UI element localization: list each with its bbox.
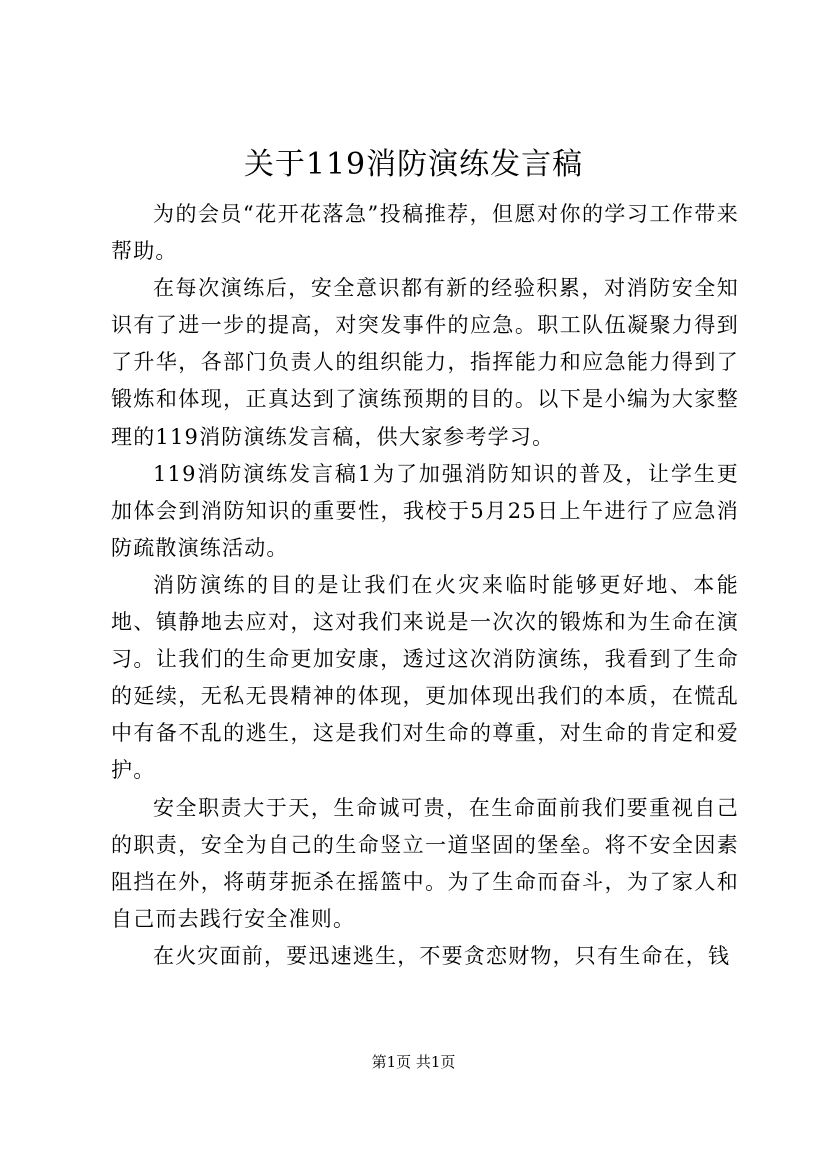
document-body — [111, 196, 739, 975]
paragraph-2: 在每次演练后，安全意识都有新的经验积累，对消防安全知识有了进一步的提高，对突发事件的应急。职工队伍凝聚力得到了升华，各部门负责人的组织能力，指挥能力和应急能力得到了锻炼和体现，正真达到了演练预期的目的。以下是小编为大家整理的119消防演练发言稿，供大家参考学习。 — [111, 276, 739, 449]
paragraph-6: 在火灾面前，要迅速逃生，不要贪恋财物，只有生命在，钱 — [153, 943, 731, 968]
document-title: 关于119消防演练发言稿 — [243, 147, 584, 182]
page-footer: 第1页 共1页 — [371, 1053, 456, 1071]
paragraph-4: 消防演练的目的是让我们在火灾来临时能够更好地、本能地、镇静地去应对，这对我们来说是一次次的锻炼和为生命在演习。让我们的生命更加安康，透过这次消防演练，我看到了生命的延续，无私无畏精神的体现，更加体现出我们的本质，在慌乱中有备不乱的逃生，这是我们对生命的尊重，对生命的肯定和爱护。 — [111, 572, 739, 783]
paragraph-1: 为的会员“花开花落急”投稿推荐，但愿对你的学习工作带来帮助。 — [111, 202, 739, 264]
paragraph-3: 119消防演练发言稿1为了加强消防知识的普及，让学生更加体会到消防知识的重要性，我校于5月25日上午进行了应急消防疏散演练活动。 — [111, 461, 739, 560]
paragraph-5: 安全职责大于天，生命诚可贵，在生命面前我们要重视自己的职责，安全为自己的生命竖立一道坚固的堡垒。将不安全因素阻挡在外，将萌芽扼杀在摇篮中。为了生命而奋斗，为了家人和自己而去践行安全准则。 — [111, 795, 739, 931]
